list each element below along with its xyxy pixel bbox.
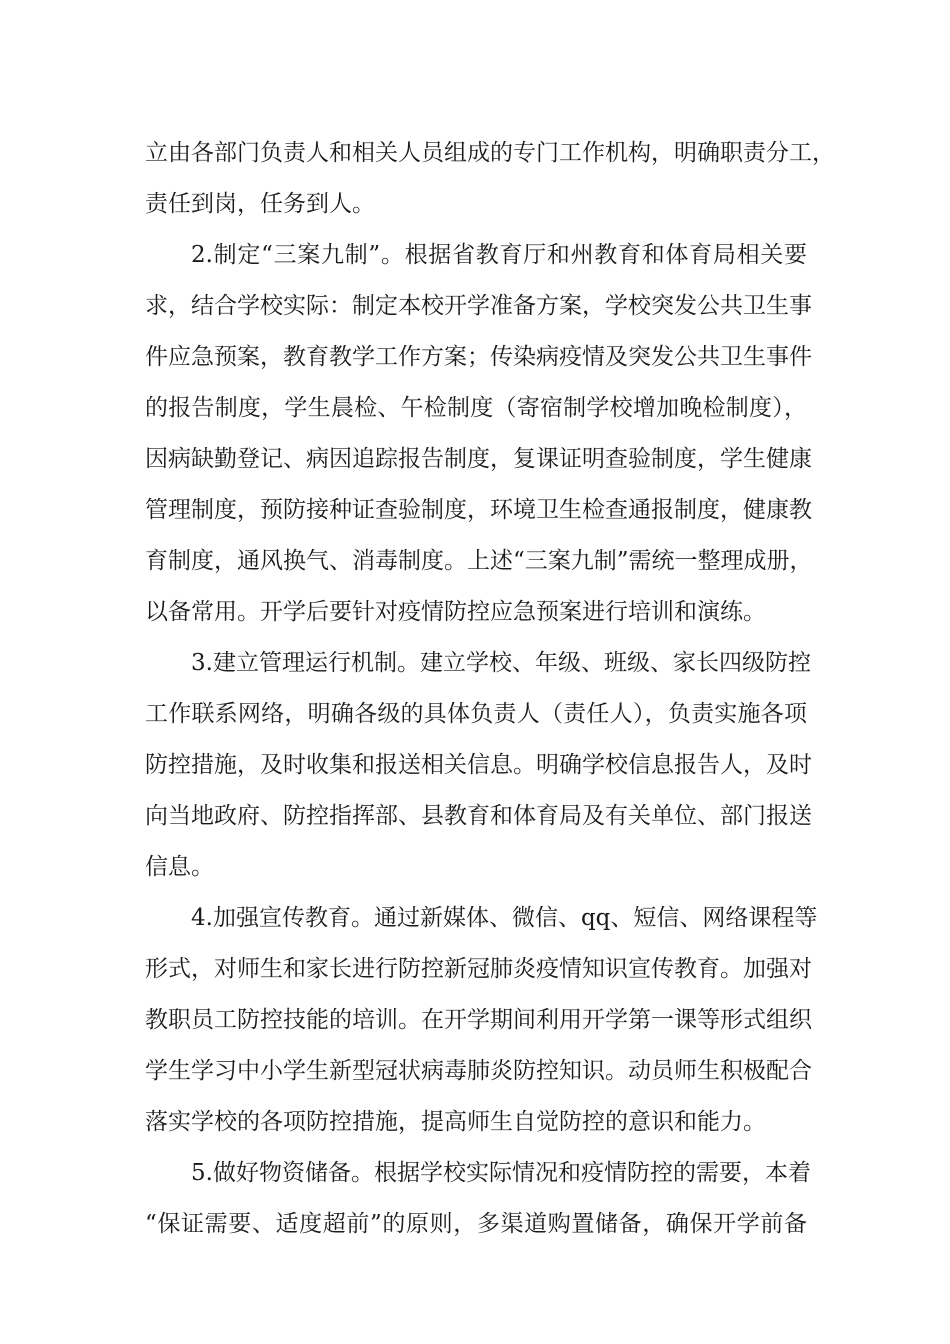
- paragraph-heading-line: 2.制定“三案九制”。根据省教育厅和州教育和体育局相关要: [191, 242, 807, 268]
- text-line: 的报告制度，学生晨检、午检制度（寄宿制学校增加晚检制度），: [145, 395, 807, 421]
- text-line: 学生学习中小学生新型冠状病毒肺炎防控知识。动员师生积极配合: [145, 1058, 812, 1084]
- text-line: 责任到岗，任务到人。: [145, 191, 375, 217]
- text-line: 育制度，通风换气、消毒制度。上述“三案九制”需统一整理成册，: [145, 548, 813, 574]
- text-line: “保证需要、适度超前”的原则，多渠道购置储备，确保开学前备: [145, 1211, 807, 1237]
- paragraph-heading-line: 3.建立管理运行机制。建立学校、年级、班级、家长四级防控: [191, 650, 811, 676]
- text-line: 教职员工防控技能的培训。在开学期间利用开学第一课等形式组织: [145, 1007, 812, 1033]
- text-line: 信息。: [145, 854, 214, 880]
- text-line: 立由各部门负责人和相关人员组成的专门工作机构，明确职责分工，: [145, 140, 835, 166]
- text-line: 落实学校的各项防控措施，提高师生自觉防控的意识和能力。: [145, 1109, 766, 1135]
- document-body: [145, 128, 835, 1250]
- paragraph-heading-line: 5.做好物资储备。根据学校实际情况和疫情防控的需要，本着: [191, 1160, 811, 1186]
- text-line: 向当地政府、防控指挥部、县教育和体育局及有关单位、部门报送: [145, 803, 812, 829]
- text-line: 因病缺勤登记、病因追踪报告制度，复课证明查验制度，学生健康: [145, 446, 812, 472]
- text-line: 管理制度，预防接种证查验制度，环境卫生检查通报制度，健康教: [145, 497, 812, 523]
- text-line: 防控措施，及时收集和报送相关信息。明确学校信息报告人，及时: [145, 752, 812, 778]
- text-line: 求，结合学校实际：制定本校开学准备方案，学校突发公共卫生事: [145, 293, 812, 319]
- text-line: 形式，对师生和家长进行防控新冠肺炎疫情知识宣传教育。加强对: [145, 956, 812, 982]
- paragraph-heading-line: 4.加强宣传教育。通过新媒体、微信、qq、短信、网络课程等: [191, 905, 818, 931]
- text-line: 件应急预案，教育教学工作方案；传染病疫情及突发公共卫生事件: [145, 344, 812, 370]
- text-line: 以备常用。开学后要针对疫情防控应急预案进行培训和演练。: [145, 599, 766, 625]
- text-line: 工作联系网络，明确各级的具体负责人（责任人），负责实施各项: [145, 701, 807, 727]
